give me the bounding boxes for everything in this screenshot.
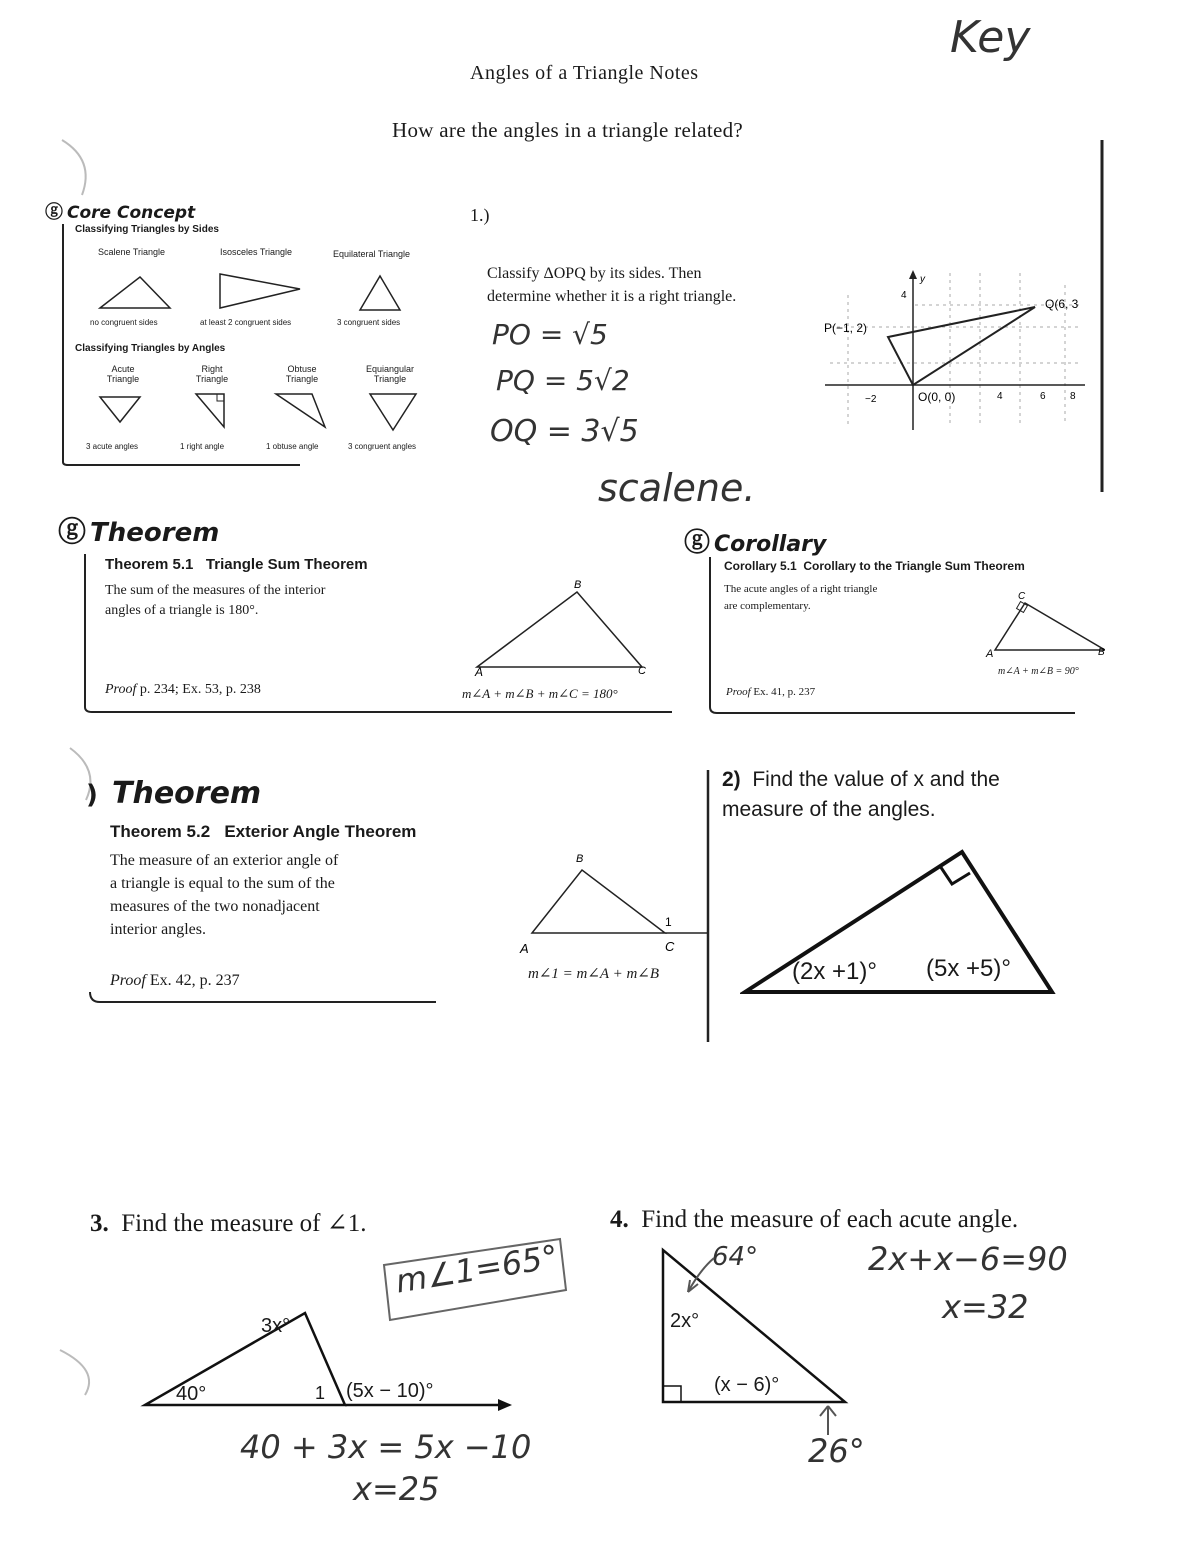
theorem1-heading: ⓖ Theorem (58, 515, 220, 548)
x-tick-8: 8 (1070, 391, 1076, 402)
by-sides-heading: Classifying Triangles by Sides (75, 224, 219, 235)
right-desc: 1 right angle (180, 442, 225, 451)
theorem2-text-line3: measures of the two nonadjacent (110, 898, 320, 915)
essential-question: How are the angles in a triangle related? (392, 118, 744, 142)
scalene-desc: no congruent sides (90, 318, 158, 327)
problem3-angle-1: 1 (315, 1383, 326, 1403)
svg-text:B: B (576, 853, 584, 865)
problem2-prompt-line2: measure of the angles. (722, 798, 936, 821)
corollary-triangle (995, 603, 1105, 650)
problem3-angle-top: 3x° (261, 1315, 291, 1337)
problem1-prompt-line2: determine whether it is a right triangle. (487, 288, 737, 305)
scalene-triangle-figure (100, 277, 170, 308)
acute-label: Acute Triangle (106, 364, 140, 384)
isosceles-triangle-figure (220, 274, 300, 308)
logo-icon: ⓖ (684, 528, 711, 558)
x-tick-4: 4 (997, 391, 1003, 402)
obtuse-desc: 1 obtuse angle (266, 442, 319, 451)
acute-triangle-figure (100, 397, 140, 422)
problem4-work2: x=32 (942, 1288, 1029, 1326)
problem4-work1: 2x+x−6=90 (868, 1240, 1068, 1278)
core-concept-heading: ⓖ Core Concept (45, 202, 196, 223)
theorem1-proof: Proof p. 234; Ex. 53, p. 238 (105, 682, 261, 697)
corollary-title: Corollary 5.1 Corollary to the Triangle Sum Theorem (724, 559, 1025, 573)
point-p-label: P(−1, 2) (824, 321, 868, 335)
theorem2-heading: Theorem (112, 776, 262, 811)
problem3-work1: 40 + 3x = 5x −10 (240, 1428, 532, 1466)
problem1-graph (820, 265, 1090, 435)
signature: Key (950, 12, 1031, 63)
corollary-heading: ⓖ Corollary (684, 528, 827, 558)
theorem1-equation: m∠A + m∠B + m∠C = 180° (462, 686, 618, 701)
problem1-work-pq: PQ = 5√2 (496, 364, 630, 397)
problem2-angle-left: (2x +1)° (792, 958, 877, 985)
corollary-text-line2: are complementary. (724, 600, 811, 612)
logo-icon: ⓖ (58, 515, 87, 548)
theorem2-text-line2: a triangle is equal to the sum of the (110, 875, 335, 892)
problem3-work2: x=25 (353, 1470, 440, 1508)
problem3-angle-left: 40° (176, 1383, 207, 1405)
by-angles-heading: Classifying Triangles by Angles (75, 343, 226, 354)
isosceles-desc: at least 2 congruent sides (200, 318, 292, 327)
corollary-equation: m∠A + m∠B = 90° (998, 666, 1079, 677)
scalene-label: Scalene Triangle (98, 247, 166, 257)
y-axis-label: y (920, 274, 925, 285)
problem1-work-po: PO = √5 (492, 318, 608, 351)
theorem2-text-line4: interior angles. (110, 921, 206, 938)
problem1-answer: scalene. (598, 466, 756, 510)
svg-text:C: C (638, 665, 646, 677)
problem4-diagram (650, 1240, 860, 1440)
svg-text:A: A (520, 941, 529, 956)
svg-text:1: 1 (665, 915, 672, 929)
svg-text:A: A (475, 665, 484, 679)
svg-text:B: B (574, 579, 582, 591)
theorem2-equation: m∠1 = m∠A + m∠B (528, 966, 660, 982)
triangle-opq (888, 307, 1035, 385)
binder-hole-top (62, 140, 86, 195)
binder-hole-bottom (60, 1350, 89, 1395)
y-tick-label: 4 (901, 290, 907, 301)
x-tick-6: 6 (1040, 391, 1046, 402)
equilateral-desc: 3 congruent sides (337, 318, 401, 327)
right-label: Right Triangle (195, 364, 229, 384)
right-triangle-figure (196, 394, 224, 427)
problem4-angle-bottom: (x − 6)° (714, 1374, 780, 1396)
equiangular-desc: 3 congruent angles (348, 442, 417, 451)
logo-icon: ) (86, 780, 98, 810)
equiangular-label: Equiangular Triangle (365, 364, 415, 384)
corollary-proof: Proof Ex. 41, p. 237 (726, 686, 816, 698)
note-arrow-bottom (820, 1406, 836, 1435)
logo-icon: ⓖ (45, 202, 63, 223)
svg-text:B: B (1098, 647, 1105, 658)
problem2-prompt: 2) Find the value of x and the (722, 768, 1000, 791)
point-o-label: O(0, 0) (918, 390, 956, 404)
problem3-angle-ext: (5x − 10)° (346, 1380, 434, 1402)
problem3-prompt: 3. Find the measure of ∠1. (90, 1210, 367, 1237)
isosceles-label: Isosceles Triangle (220, 247, 293, 257)
svg-text:C: C (665, 939, 675, 954)
problem3-answer: m∠1=65° (393, 1237, 561, 1301)
page-title: Angles of a Triangle Notes (470, 62, 699, 84)
problem1-prompt-line1: Classify ΔOPQ by its sides. Then (487, 265, 702, 282)
problem1-number: 1.) (470, 205, 490, 225)
theorem2-text-line1: The measure of an exterior angle of (110, 852, 339, 869)
problem1-work-oq: OQ = 3√5 (490, 414, 639, 449)
problem2-angle-right: (5x +5)° (926, 955, 1011, 982)
theorem1-triangle (477, 592, 642, 667)
obtuse-label: Obtuse Triangle (285, 364, 319, 384)
problem4-note-bottom: 26° (808, 1432, 865, 1470)
corollary-text-line1: The acute angles of a right triangle (724, 583, 878, 595)
theorem1-title: Theorem 5.1 Triangle Sum Theorem (105, 556, 368, 573)
problem4-angle-top: 2x° (670, 1310, 700, 1332)
equilateral-label: Equilateral Triangle (333, 249, 411, 259)
theorem2-title: Theorem 5.2 Exterior Angle Theorem (110, 822, 417, 841)
theorem1-text-line1: The sum of the measures of the interior (105, 583, 326, 598)
svg-text:C: C (1018, 591, 1026, 602)
theorem1-text-line2: angles of a triangle is 180°. (105, 603, 259, 618)
x-tick-neg2: −2 (865, 394, 877, 405)
obtuse-triangle-figure (276, 394, 325, 427)
problem4-prompt: 4. Find the measure of each acute angle. (610, 1206, 1019, 1233)
theorem2-underline (86, 990, 446, 1010)
acute-desc: 3 acute angles (86, 442, 139, 451)
theorem2-proof: Proof Ex. 42, p. 237 (110, 972, 240, 989)
equilateral-triangle-figure (360, 276, 400, 310)
problem2-triangle (740, 842, 1060, 997)
theorem2-triangle (532, 870, 665, 933)
svg-text:A: A (986, 648, 994, 660)
equiangular-triangle-figure (370, 394, 416, 430)
theorem2-diagram (510, 848, 710, 963)
problem4-note-top: 64° (712, 1242, 759, 1272)
point-q-label: Q(6, 3 (1045, 297, 1079, 311)
